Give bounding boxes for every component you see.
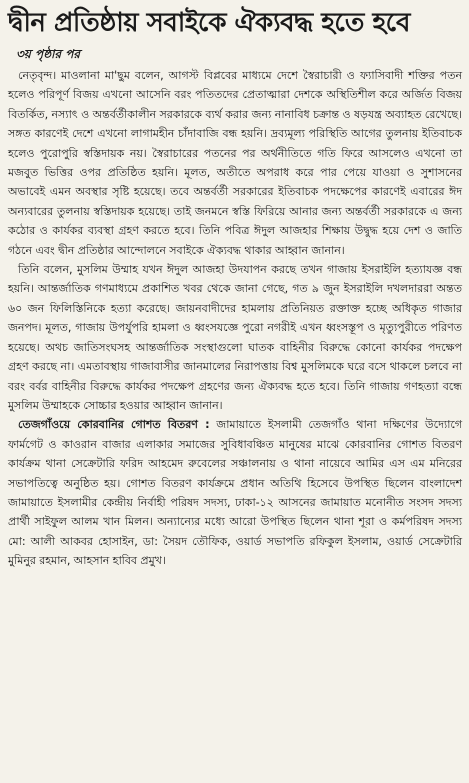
- article-headline: দ্বীন প্রতিষ্ঠায় সবাইকে ঐক্যবদ্ধ হতে হবে: [8, 8, 411, 38]
- continuation-note: ৩য় পৃষ্ঠার পর: [16, 47, 81, 61]
- paragraph-3-subhead: তেজগাঁওয়ে কোরবানির গোশত বিতরণ :: [18, 418, 210, 432]
- paragraph-1: নেতৃবৃন্দ। মাওলানা মা'ছুম বলেন, আগস্ট বিপ্লবের মাধ্যমে দেশে স্বৈরাচারী ও ফ্যাসিবাদী শক্তির পতন হলেও পরিপূর্ণ বিজয় এখনো আসেনি বরং পতিতদের প্রেতাত্মারা দেশকে অস্থিতিশীল করে অর্জিত বিজয় বিতর্কিত, নস্যাৎ ও অন্তর্বর্তীকালীন সরকারকে ব্যর্থ করার জন্য নানাবিধ চক্রান্ত ও ষড়যন্ত্র অব্যাহত রেখেছে। সঙ্গত কারণেই দেশে এখনো লাগামহীন চাঁদাবাজি বন্ধ হয়নি। দ্রব্যমূল্য পরিস্থিতি আগের তুলনায় ইতিবাচক হলেও পুরোপুরি স্বস্তিদায়ক নয়। স্বৈরাচারের পতনের পর অর্থনীতিতে গতি ফিরে আসলেও এখনো তা মজবুত ভিত্তির ওপর প্রতিষ্ঠিত হয়নি। মূলত, অতীতে অপরাধ করে পার পেয়ে যাওয়া ও সুশাসনের অভাবেই এমন অবস্থার সৃষ্টি হয়েছে। তবে অন্তর্বর্তী সরকারের ইতিবাচক পদক্ষেপের কারণেই এবারের ঈদ অন্যবারের তুলনায় স্বস্তিদায়ক হয়েছে। তাই জনমনে স্বস্তি ফিরিয়ে আনার জন্য অন্তর্বর্তী সরকারকে এ জন্য কঠোর ও কার্যকর ব্যবস্থা গ্রহণ করতে হবে। তিনি পবিত্র ঈদুল আজহার শিক্ষায় উদ্বুদ্ধ হয়ে দেশ ও জাতি গঠনে এবং দ্বীন প্রতিষ্ঠার আন্দোলনে সবাইকে ঐক্যবদ্ধ থাকার আহ্বান জানান।: [8, 69, 462, 257]
- paragraph-3-body: জামায়াতে ইসলামী তেজগাঁও থানা দক্ষিণের উদ্যোগে ফার্মগেট ও কাওরান বাজার এলাকার সমাজের সুবিধাবঞ্চিত মানুষের মাঝে কোরবানির গোশত বিতরণ কার্যক্রম থানা সেক্রেটারি ফরিদ আহমেদ রুবেলের সঞ্চালনায় ও থানা নায়েবে আমির এস এম মনিরের সভাপতিত্বে অনুষ্ঠিত হয়। গোশত বিতরণ কার্যক্রমে প্রধান অতিথি হিসেবে উপস্থিত ছিলেন বাংলাদেশ জামায়াতে ইসলামীর কেন্দ্রীয় নির্বাহী পরিষদ সদস্য, ঢাকা-১২ আসনের জামায়াত মনোনীত সংসদ সদস্য প্রার্থী সাইফুল আলম খান মিলন। অন্যান্যের মধ্যে আরো উপস্থিত ছিলেন থানা শূরা ও কর্মপরিষদ সদস্য মো: আলী আকবর হোসাইন, ডা: সৈয়দ তৌফিক, ওয়ার্ড সভাপতি রফিকুল ইসলাম, ওয়ার্ড সেক্রেটারি মুমিনুর রহমান, আহসান হাবিব প্রমুখ।: [8, 418, 462, 568]
- paragraph-3: [8, 415, 462, 570]
- paragraph-2: তিনি বলেন, মুসলিম উম্মাহ যখন ঈদুল আজহা উদযাপন করছে তখন গাজায় ইসরাইলি হত্যাযজ্ঞ বন্ধ হয়নি। আন্তর্জাতিক গণমাধ্যমে প্রকাশিত খবর থেকে জানা গেছে, গত ৯ জুন ইসরাইলি দখলদাররা অন্তত ৬০ জন ফিলিস্তিনিকে হত্যা করেছে। জায়নবাদীদের হামলায় প্রতিনিয়ত রক্তাক্ত হচ্ছে অধিকৃত গাজার জনপদ। মূলত, গাজায় উপর্যুপরি হামলা ও ধ্বংসযজ্ঞে পুরো নগরীই এখন ধ্বংসস্তূপ ও মৃত্যুপুরীতে পরিণত হয়েছে। অথচ জাতিসংঘসহ আন্তর্জাতিক সংস্থাগুলো ঘাতক বাহিনীর বিরুদ্ধে কোনো কার্যকর পদক্ষেপ গ্রহণ করছে না। এমতাবস্থায় গাজাবাসীর জানমালের নিরাপত্তায় বিশ্ব মুসলিমকে ঘরে বসে থাকলে চলবে না বরং বর্বর বাহিনীর বিরুদ্ধে কার্যকর পদক্ষেপ গ্রহণের জন্য ঐক্যবদ্ধ হতে হবে। তিনি গাজায় গণহত্যা বন্ধে মুসলিম উম্মাহকে সোচ্চার হওয়ার আহ্বান জানান।: [8, 263, 462, 412]
